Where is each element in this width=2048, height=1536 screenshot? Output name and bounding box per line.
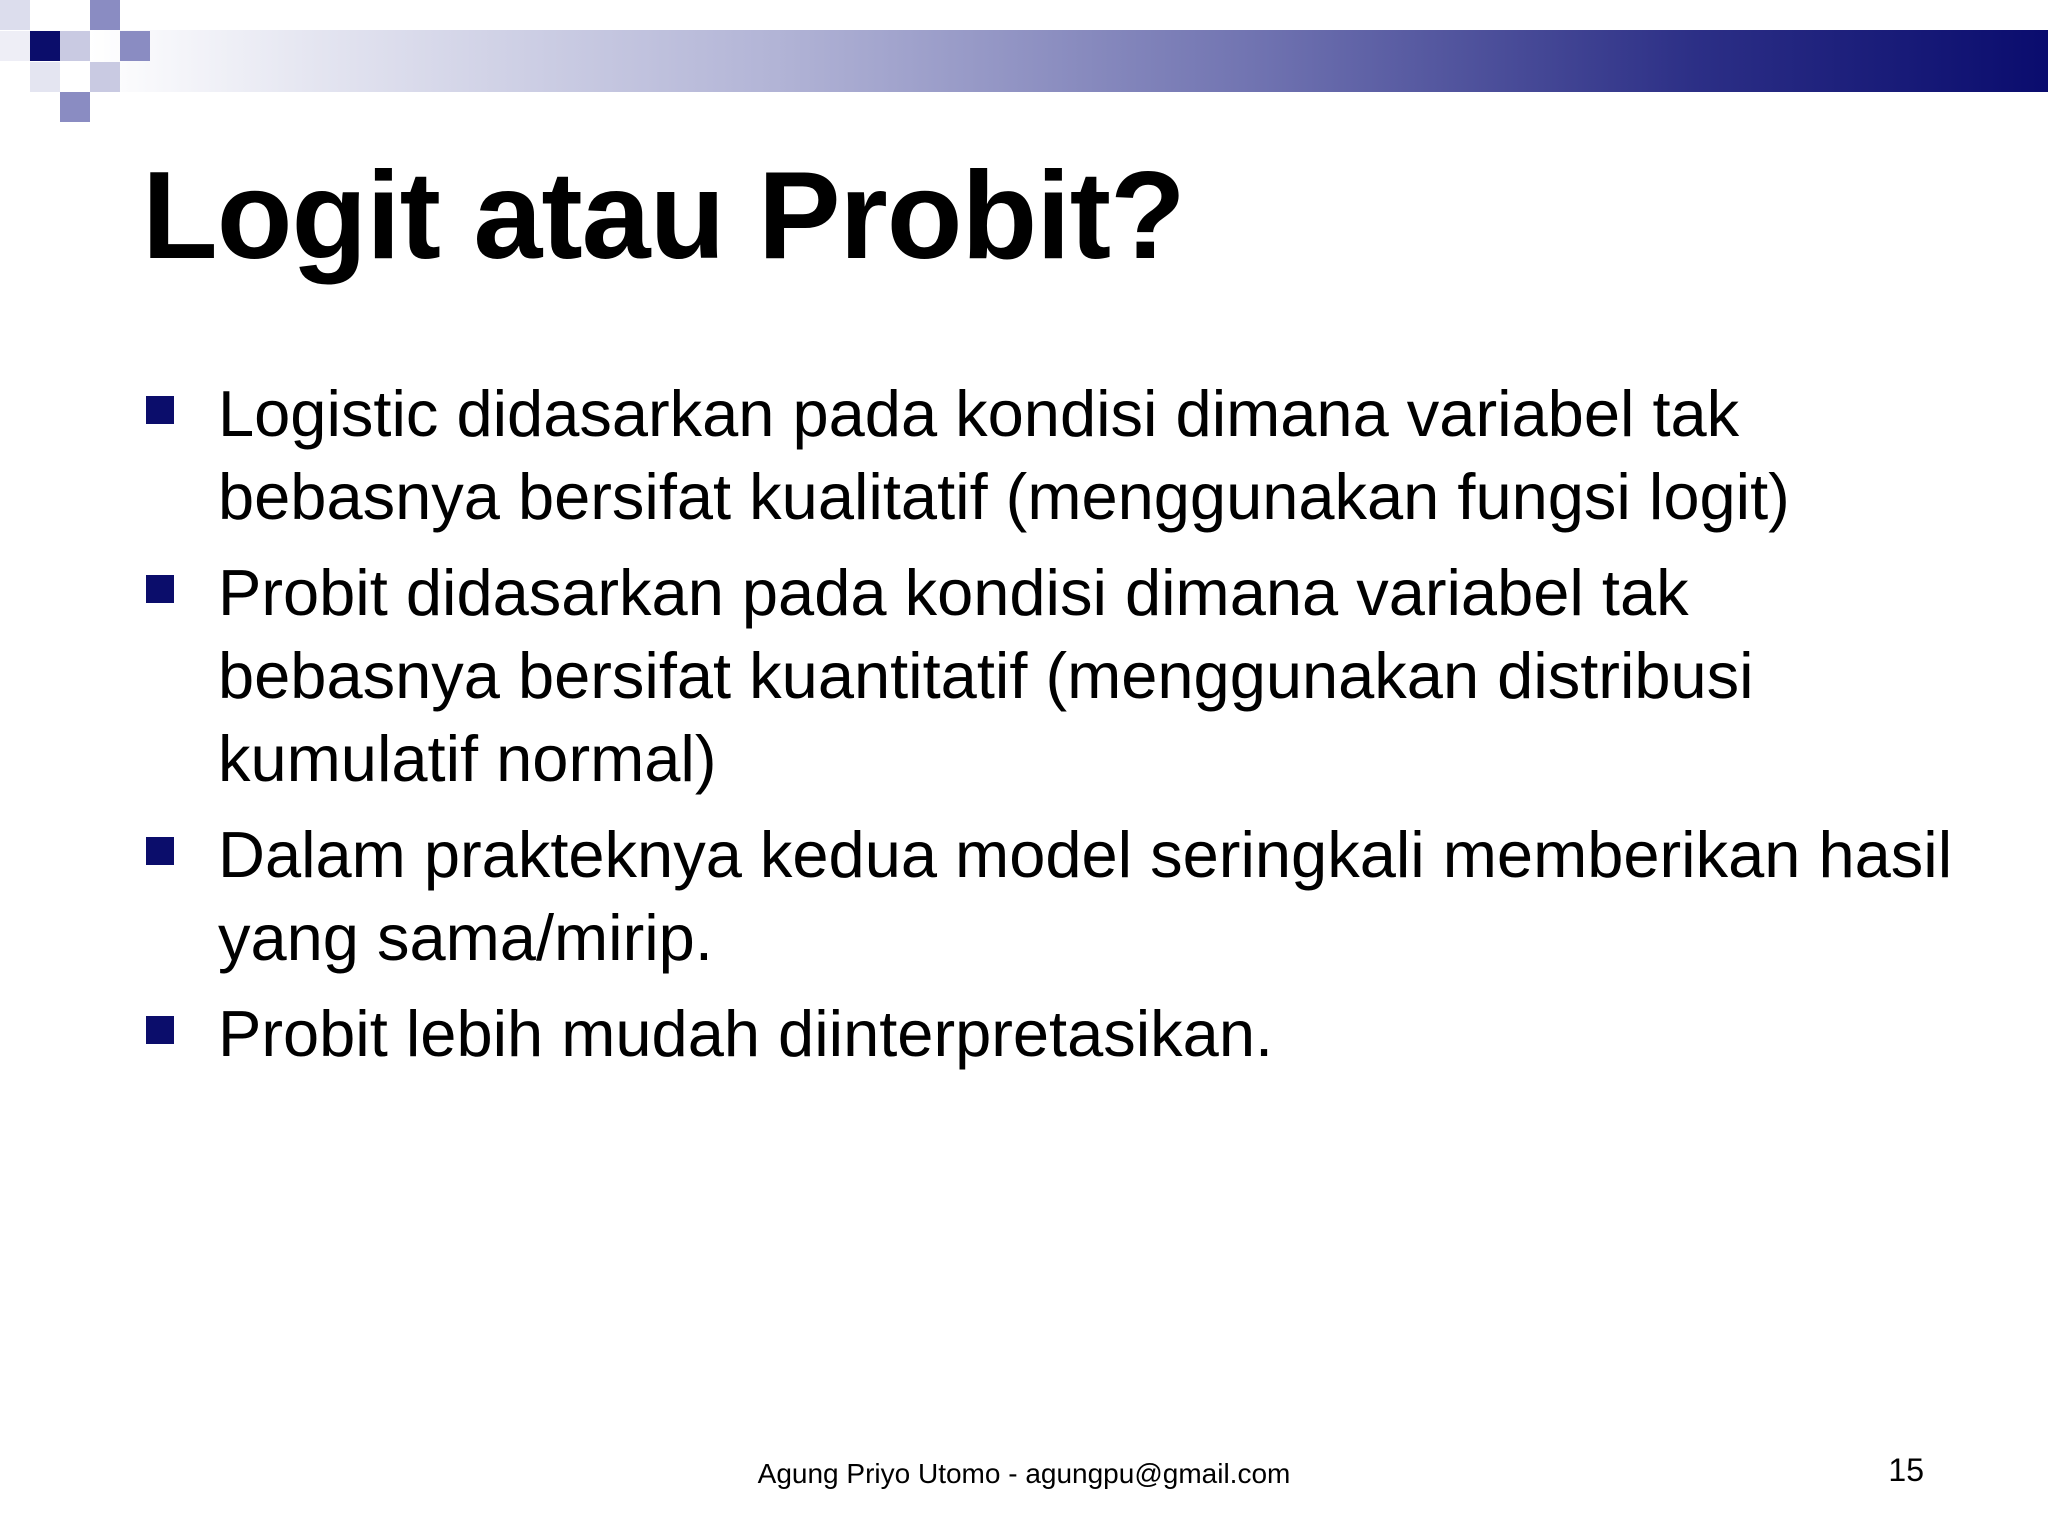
bullet-text: Logistic didasarkan pada kondisi dimana variabel tak bebasnya bersifat kualitatif (menggunakan fungsi logit) xyxy=(218,377,1790,533)
bullet-text: Probit didasarkan pada kondisi dimana variabel tak bebasnya bersifat kuantitatif (menggunakan distribusi kumulatif normal) xyxy=(218,556,1754,795)
decorative-square xyxy=(90,0,120,30)
bullet-text: Dalam prakteknya kedua model seringkali memberikan hasil yang sama/mirip. xyxy=(218,818,1953,974)
square-bullet-icon xyxy=(146,837,174,865)
square-bullet-icon xyxy=(146,1016,174,1044)
header-gradient-band xyxy=(90,30,2048,92)
bullet-item xyxy=(142,813,1962,979)
decorative-square xyxy=(120,31,150,61)
decorative-square xyxy=(60,31,90,61)
decorative-square xyxy=(60,92,90,122)
square-bullet-icon xyxy=(146,396,174,424)
bullet-list xyxy=(142,372,1962,1088)
slide-title: Logit atau Probit? xyxy=(142,147,1185,285)
decorative-square xyxy=(30,62,60,92)
page-number: 15 xyxy=(1888,1452,1924,1488)
decorative-square xyxy=(0,0,30,30)
slide-footer: Agung Priyo Utomo - agungpu@gmail.com xyxy=(757,1458,1291,1489)
square-bullet-icon xyxy=(146,575,174,603)
bullet-item xyxy=(142,551,1962,800)
decorative-square xyxy=(30,31,60,61)
decorative-square xyxy=(0,31,30,61)
bullet-text: Probit lebih mudah diinterpretasikan. xyxy=(218,997,1274,1070)
bullet-item xyxy=(142,372,1962,538)
decorative-square xyxy=(90,62,120,92)
bullet-item xyxy=(142,992,1962,1075)
